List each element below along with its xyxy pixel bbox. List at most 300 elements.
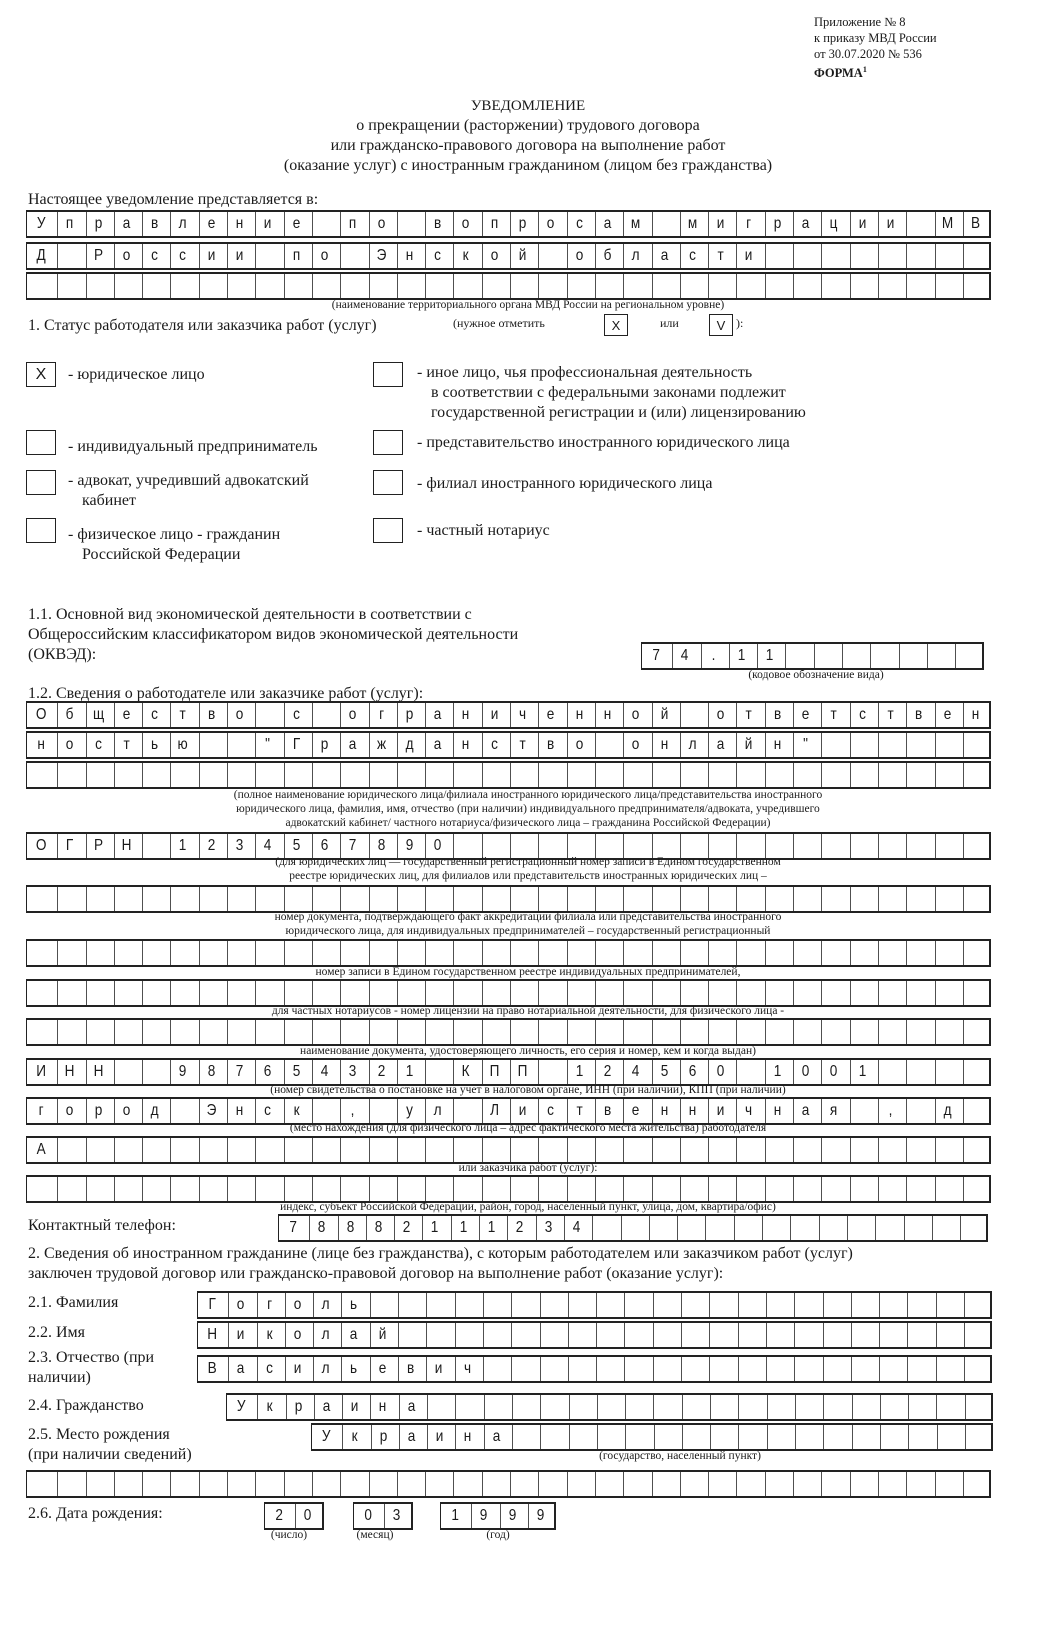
char-cell[interactable] bbox=[398, 1293, 422, 1317]
char-cell[interactable]: к bbox=[284, 1099, 308, 1123]
char-cell[interactable]: а bbox=[399, 1395, 423, 1419]
char-cell[interactable]: 3 bbox=[384, 1504, 408, 1528]
char-cell[interactable] bbox=[821, 887, 845, 911]
char-cell[interactable] bbox=[652, 1472, 676, 1496]
char-cell[interactable] bbox=[398, 1323, 422, 1347]
char-cell[interactable] bbox=[878, 1177, 902, 1201]
char-cell[interactable] bbox=[397, 274, 421, 298]
char-cell[interactable] bbox=[29, 887, 53, 911]
char-cell[interactable]: р bbox=[312, 733, 336, 757]
char-cell[interactable] bbox=[908, 1323, 932, 1347]
char-cell[interactable] bbox=[906, 887, 930, 911]
char-cell[interactable]: Р bbox=[86, 834, 110, 858]
char-cell[interactable]: Л bbox=[482, 1099, 506, 1123]
char-cell[interactable] bbox=[397, 981, 421, 1005]
char-cell[interactable] bbox=[595, 733, 619, 757]
char-cell[interactable]: л bbox=[171, 212, 195, 236]
char-cell[interactable] bbox=[738, 1323, 762, 1347]
char-cell[interactable] bbox=[765, 1472, 789, 1496]
char-cell[interactable]: с bbox=[255, 1099, 279, 1123]
char-cell[interactable] bbox=[255, 1138, 279, 1162]
char-cell[interactable] bbox=[369, 763, 393, 787]
char-cell[interactable] bbox=[540, 1395, 564, 1419]
char-cell[interactable] bbox=[680, 1138, 704, 1162]
char-cell[interactable] bbox=[906, 274, 930, 298]
char-cell[interactable] bbox=[682, 1425, 706, 1449]
char-cell[interactable] bbox=[880, 1425, 904, 1449]
char-cell[interactable]: е bbox=[284, 212, 308, 236]
char-cell[interactable] bbox=[935, 244, 959, 268]
char-cell[interactable]: с bbox=[425, 244, 449, 268]
char-cell[interactable] bbox=[850, 1138, 874, 1162]
char-cell[interactable]: л bbox=[680, 733, 704, 757]
char-cell[interactable] bbox=[114, 1020, 138, 1044]
char-cell[interactable] bbox=[936, 1357, 960, 1381]
char-cell[interactable] bbox=[963, 1060, 987, 1084]
char-cell[interactable] bbox=[680, 1177, 704, 1201]
char-cell[interactable] bbox=[171, 1472, 195, 1496]
char-cell[interactable] bbox=[737, 763, 761, 787]
char-cell[interactable]: 8 bbox=[338, 1216, 362, 1240]
char-cell[interactable] bbox=[936, 1323, 960, 1347]
char-cell[interactable] bbox=[255, 1020, 279, 1044]
char-cell[interactable]: р bbox=[86, 1099, 110, 1123]
char-cell[interactable] bbox=[397, 1138, 421, 1162]
char-cell[interactable] bbox=[567, 274, 591, 298]
checkbox-representative-office[interactable] bbox=[373, 430, 403, 455]
char-cell[interactable] bbox=[706, 1216, 730, 1240]
char-cell[interactable] bbox=[567, 1177, 591, 1201]
char-cell[interactable]: а bbox=[425, 733, 449, 757]
char-cell[interactable] bbox=[455, 1293, 479, 1317]
char-cell[interactable]: о bbox=[340, 703, 364, 727]
char-cell[interactable]: 7 bbox=[652, 647, 660, 664]
char-cell[interactable] bbox=[766, 1357, 790, 1381]
name-field[interactable] bbox=[197, 1321, 992, 1349]
char-cell[interactable] bbox=[823, 1293, 847, 1317]
char-cell[interactable]: а bbox=[595, 212, 619, 236]
char-cell[interactable] bbox=[737, 1138, 761, 1162]
char-cell[interactable] bbox=[737, 1060, 761, 1084]
char-cell[interactable] bbox=[878, 274, 902, 298]
char-cell[interactable] bbox=[227, 1020, 251, 1044]
char-cell[interactable]: н bbox=[567, 703, 591, 727]
char-cell[interactable] bbox=[482, 1020, 506, 1044]
char-cell[interactable]: и bbox=[228, 1323, 252, 1347]
char-cell[interactable] bbox=[511, 1323, 535, 1347]
char-cell[interactable] bbox=[454, 941, 478, 965]
char-cell[interactable]: р bbox=[286, 1395, 310, 1419]
char-cell[interactable] bbox=[511, 1293, 535, 1317]
char-cell[interactable] bbox=[86, 941, 110, 965]
char-cell[interactable] bbox=[142, 941, 166, 965]
char-cell[interactable] bbox=[538, 763, 562, 787]
char-cell[interactable] bbox=[927, 644, 951, 668]
char-cell[interactable] bbox=[569, 1395, 593, 1419]
char-cell[interactable] bbox=[369, 1177, 393, 1201]
char-cell[interactable] bbox=[680, 981, 704, 1005]
char-cell[interactable] bbox=[677, 1216, 701, 1240]
char-cell[interactable] bbox=[540, 1323, 564, 1347]
char-cell[interactable]: т bbox=[114, 733, 138, 757]
char-cell[interactable] bbox=[680, 1472, 704, 1496]
char-cell[interactable]: 9 bbox=[171, 1060, 195, 1084]
char-cell[interactable]: к bbox=[454, 244, 478, 268]
patronymic-field[interactable] bbox=[197, 1355, 992, 1383]
char-cell[interactable] bbox=[878, 244, 902, 268]
char-cell[interactable]: с bbox=[284, 703, 308, 727]
char-cell[interactable] bbox=[510, 941, 534, 965]
char-cell[interactable]: 8 bbox=[199, 1060, 223, 1084]
char-cell[interactable] bbox=[171, 274, 195, 298]
char-cell[interactable] bbox=[814, 644, 838, 668]
char-cell[interactable]: в bbox=[199, 703, 223, 727]
char-cell[interactable]: о bbox=[228, 1293, 252, 1317]
char-cell[interactable] bbox=[823, 1425, 847, 1449]
char-cell[interactable]: в bbox=[398, 1357, 422, 1381]
surname-field[interactable] bbox=[197, 1291, 992, 1319]
char-cell[interactable] bbox=[567, 1472, 591, 1496]
char-cell[interactable] bbox=[312, 703, 336, 727]
char-cell[interactable] bbox=[142, 1138, 166, 1162]
char-cell[interactable] bbox=[595, 763, 619, 787]
char-cell[interactable] bbox=[850, 244, 874, 268]
char-cell[interactable]: е bbox=[538, 703, 562, 727]
char-cell[interactable]: г bbox=[38, 1102, 44, 1119]
char-cell[interactable] bbox=[793, 274, 817, 298]
char-cell[interactable]: 5 bbox=[652, 1060, 676, 1084]
char-cell[interactable]: в bbox=[906, 703, 930, 727]
char-cell[interactable] bbox=[312, 941, 336, 965]
char-cell[interactable] bbox=[397, 1020, 421, 1044]
char-cell[interactable] bbox=[793, 981, 817, 1005]
char-cell[interactable] bbox=[171, 941, 195, 965]
char-cell[interactable] bbox=[114, 941, 138, 965]
char-cell[interactable] bbox=[57, 763, 81, 787]
char-cell[interactable] bbox=[114, 763, 138, 787]
char-cell[interactable]: и bbox=[482, 703, 506, 727]
char-cell[interactable] bbox=[538, 887, 562, 911]
char-cell[interactable] bbox=[623, 274, 647, 298]
char-cell[interactable]: л bbox=[425, 1099, 449, 1123]
char-cell[interactable] bbox=[906, 1060, 930, 1084]
char-cell[interactable] bbox=[171, 1020, 195, 1044]
char-cell[interactable] bbox=[397, 941, 421, 965]
char-cell[interactable] bbox=[790, 1216, 814, 1240]
char-cell[interactable] bbox=[823, 1357, 847, 1381]
char-cell[interactable] bbox=[57, 1138, 81, 1162]
char-cell[interactable] bbox=[878, 1020, 902, 1044]
char-cell[interactable]: н bbox=[595, 703, 619, 727]
char-cell[interactable]: д bbox=[397, 733, 421, 757]
char-cell[interactable]: В bbox=[207, 1360, 217, 1377]
char-cell[interactable] bbox=[623, 1138, 647, 1162]
dob-year-field[interactable] bbox=[440, 1502, 556, 1530]
okved-code-field[interactable] bbox=[641, 642, 984, 670]
char-cell[interactable]: р bbox=[371, 1425, 395, 1449]
char-cell[interactable]: П bbox=[510, 1060, 534, 1084]
char-cell[interactable] bbox=[482, 1472, 506, 1496]
char-cell[interactable] bbox=[793, 887, 817, 911]
char-cell[interactable] bbox=[765, 981, 789, 1005]
char-cell[interactable]: , bbox=[340, 1099, 364, 1123]
char-cell[interactable] bbox=[879, 1357, 903, 1381]
char-cell[interactable]: ч bbox=[737, 1099, 761, 1123]
char-cell[interactable] bbox=[255, 703, 279, 727]
char-cell[interactable]: Н bbox=[86, 1060, 110, 1084]
char-cell[interactable] bbox=[510, 274, 534, 298]
char-cell[interactable] bbox=[255, 1177, 279, 1201]
char-cell[interactable] bbox=[963, 1177, 987, 1201]
char-cell[interactable] bbox=[906, 1099, 930, 1123]
char-cell[interactable] bbox=[964, 1323, 988, 1347]
char-cell[interactable] bbox=[819, 1216, 843, 1240]
char-cell[interactable] bbox=[540, 1293, 564, 1317]
char-cell[interactable] bbox=[482, 274, 506, 298]
char-cell[interactable] bbox=[960, 1216, 984, 1240]
char-cell[interactable] bbox=[851, 1293, 875, 1317]
char-cell[interactable] bbox=[592, 1216, 616, 1240]
char-cell[interactable] bbox=[567, 763, 591, 787]
char-cell[interactable] bbox=[86, 274, 110, 298]
char-cell[interactable] bbox=[510, 1177, 534, 1201]
char-cell[interactable] bbox=[737, 941, 761, 965]
char-cell[interactable] bbox=[708, 1020, 732, 1044]
char-cell[interactable]: 4 bbox=[564, 1216, 588, 1240]
char-cell[interactable] bbox=[653, 1323, 677, 1347]
char-cell[interactable] bbox=[142, 274, 166, 298]
char-cell[interactable]: в bbox=[765, 703, 789, 727]
char-cell[interactable] bbox=[369, 887, 393, 911]
char-cell[interactable] bbox=[932, 1216, 956, 1240]
char-cell[interactable] bbox=[425, 887, 449, 911]
char-cell[interactable] bbox=[878, 887, 902, 911]
char-cell[interactable] bbox=[540, 1357, 564, 1381]
char-cell[interactable]: в bbox=[595, 1099, 619, 1123]
char-cell[interactable] bbox=[284, 941, 308, 965]
char-cell[interactable] bbox=[199, 941, 223, 965]
char-cell[interactable] bbox=[963, 763, 987, 787]
char-cell[interactable] bbox=[426, 1323, 450, 1347]
char-cell[interactable] bbox=[454, 274, 478, 298]
char-cell[interactable] bbox=[482, 941, 506, 965]
char-cell[interactable] bbox=[935, 941, 959, 965]
char-cell[interactable] bbox=[965, 1395, 989, 1419]
char-cell[interactable] bbox=[823, 1323, 847, 1347]
char-cell[interactable]: н bbox=[652, 733, 676, 757]
char-cell[interactable] bbox=[199, 887, 223, 911]
char-cell[interactable] bbox=[623, 981, 647, 1005]
char-cell[interactable] bbox=[312, 274, 336, 298]
char-cell[interactable]: е bbox=[623, 1099, 647, 1123]
char-cell[interactable] bbox=[227, 763, 251, 787]
char-cell[interactable] bbox=[875, 1216, 899, 1240]
registration-row-4[interactable] bbox=[26, 979, 991, 1007]
char-cell[interactable]: н bbox=[397, 244, 421, 268]
char-cell[interactable]: е bbox=[114, 703, 138, 727]
char-cell[interactable] bbox=[483, 1323, 507, 1347]
char-cell[interactable]: а bbox=[425, 703, 449, 727]
char-cell[interactable]: н bbox=[37, 736, 45, 753]
char-cell[interactable] bbox=[312, 1020, 336, 1044]
checkbox-lawyer[interactable] bbox=[26, 470, 56, 495]
char-cell[interactable] bbox=[57, 1177, 81, 1201]
char-cell[interactable]: 9 bbox=[471, 1504, 495, 1528]
char-cell[interactable] bbox=[793, 941, 817, 965]
char-cell[interactable] bbox=[935, 763, 959, 787]
char-cell[interactable] bbox=[623, 941, 647, 965]
char-cell[interactable] bbox=[850, 763, 874, 787]
char-cell[interactable] bbox=[682, 1395, 706, 1419]
char-cell[interactable] bbox=[482, 1177, 506, 1201]
char-cell[interactable] bbox=[538, 1472, 562, 1496]
char-cell[interactable]: а bbox=[652, 244, 676, 268]
char-cell[interactable] bbox=[621, 1216, 645, 1240]
char-cell[interactable] bbox=[842, 644, 866, 668]
char-cell[interactable] bbox=[284, 1472, 308, 1496]
char-cell[interactable] bbox=[767, 1425, 791, 1449]
char-cell[interactable] bbox=[794, 1323, 818, 1347]
char-cell[interactable]: и bbox=[510, 1099, 534, 1123]
char-cell[interactable] bbox=[878, 941, 902, 965]
char-cell[interactable]: А bbox=[36, 1141, 46, 1158]
char-cell[interactable]: п bbox=[482, 212, 506, 236]
char-cell[interactable] bbox=[595, 1020, 619, 1044]
char-cell[interactable] bbox=[142, 887, 166, 911]
char-cell[interactable]: с bbox=[142, 244, 166, 268]
char-cell[interactable] bbox=[710, 1395, 734, 1419]
char-cell[interactable] bbox=[906, 1020, 930, 1044]
char-cell[interactable]: К bbox=[454, 1060, 478, 1084]
char-cell[interactable] bbox=[199, 274, 223, 298]
char-cell[interactable] bbox=[935, 1020, 959, 1044]
char-cell[interactable] bbox=[227, 1138, 251, 1162]
char-cell[interactable] bbox=[652, 887, 676, 911]
char-cell[interactable] bbox=[654, 1425, 678, 1449]
char-cell[interactable] bbox=[906, 941, 930, 965]
char-cell[interactable] bbox=[29, 1177, 53, 1201]
char-cell[interactable] bbox=[142, 981, 166, 1005]
char-cell[interactable]: 7 bbox=[289, 1219, 297, 1236]
char-cell[interactable]: с bbox=[257, 1357, 281, 1381]
char-cell[interactable] bbox=[850, 941, 874, 965]
char-cell[interactable] bbox=[57, 941, 81, 965]
char-cell[interactable] bbox=[625, 1395, 649, 1419]
char-cell[interactable]: с bbox=[86, 733, 110, 757]
char-cell[interactable] bbox=[767, 1395, 791, 1419]
char-cell[interactable] bbox=[29, 981, 53, 1005]
char-cell[interactable]: о bbox=[227, 703, 251, 727]
char-cell[interactable]: и bbox=[285, 1357, 309, 1381]
char-cell[interactable] bbox=[483, 1357, 507, 1381]
char-cell[interactable]: 8 bbox=[369, 834, 393, 858]
char-cell[interactable] bbox=[964, 1293, 988, 1317]
char-cell[interactable]: г bbox=[369, 703, 393, 727]
char-cell[interactable]: ю bbox=[171, 733, 195, 757]
char-cell[interactable] bbox=[425, 941, 449, 965]
char-cell[interactable]: к bbox=[257, 1395, 281, 1419]
char-cell[interactable]: 0 bbox=[364, 1507, 372, 1524]
char-cell[interactable]: о bbox=[567, 244, 591, 268]
char-cell[interactable] bbox=[709, 1293, 733, 1317]
char-cell[interactable] bbox=[680, 763, 704, 787]
char-cell[interactable]: 2 bbox=[394, 1216, 418, 1240]
char-cell[interactable] bbox=[426, 1293, 450, 1317]
char-cell[interactable] bbox=[795, 1395, 819, 1419]
char-cell[interactable] bbox=[765, 763, 789, 787]
char-cell[interactable] bbox=[397, 763, 421, 787]
char-cell[interactable] bbox=[255, 244, 279, 268]
char-cell[interactable] bbox=[567, 1138, 591, 1162]
char-cell[interactable] bbox=[454, 1138, 478, 1162]
char-cell[interactable] bbox=[850, 1177, 874, 1201]
char-cell[interactable] bbox=[369, 981, 393, 1005]
char-cell[interactable] bbox=[793, 244, 817, 268]
char-cell[interactable] bbox=[538, 941, 562, 965]
char-cell[interactable] bbox=[821, 1020, 845, 1044]
char-cell[interactable] bbox=[737, 274, 761, 298]
char-cell[interactable] bbox=[625, 1323, 649, 1347]
char-cell[interactable] bbox=[821, 244, 845, 268]
char-cell[interactable] bbox=[255, 981, 279, 1005]
char-cell[interactable]: 8 bbox=[366, 1216, 390, 1240]
char-cell[interactable]: л bbox=[623, 244, 647, 268]
char-cell[interactable] bbox=[454, 1099, 478, 1123]
char-cell[interactable]: 0 bbox=[821, 1060, 845, 1084]
char-cell[interactable] bbox=[312, 1138, 336, 1162]
char-cell[interactable] bbox=[29, 763, 53, 787]
char-cell[interactable] bbox=[284, 1177, 308, 1201]
char-cell[interactable] bbox=[57, 887, 81, 911]
char-cell[interactable] bbox=[821, 763, 845, 787]
char-cell[interactable] bbox=[171, 1099, 195, 1123]
char-cell[interactable]: . bbox=[701, 644, 725, 668]
char-cell[interactable]: 1 bbox=[850, 1060, 874, 1084]
char-cell[interactable] bbox=[908, 1395, 932, 1419]
char-cell[interactable]: а bbox=[314, 1395, 338, 1419]
char-cell[interactable]: т bbox=[567, 1099, 591, 1123]
char-cell[interactable]: 1 bbox=[765, 1060, 789, 1084]
char-cell[interactable]: 1 bbox=[567, 1060, 591, 1084]
char-cell[interactable] bbox=[795, 1425, 819, 1449]
char-cell[interactable]: к bbox=[342, 1425, 366, 1449]
char-cell[interactable] bbox=[963, 1099, 987, 1123]
char-cell[interactable]: т bbox=[878, 703, 902, 727]
char-cell[interactable]: т bbox=[708, 244, 732, 268]
char-cell[interactable] bbox=[425, 1020, 449, 1044]
char-cell[interactable]: и bbox=[708, 1099, 732, 1123]
char-cell[interactable] bbox=[625, 1293, 649, 1317]
char-cell[interactable] bbox=[568, 1323, 592, 1347]
char-cell[interactable]: щ bbox=[86, 703, 110, 727]
char-cell[interactable] bbox=[199, 1472, 223, 1496]
char-cell[interactable]: 3 bbox=[340, 1060, 364, 1084]
char-cell[interactable]: ч bbox=[510, 703, 534, 727]
char-cell[interactable] bbox=[397, 1472, 421, 1496]
char-cell[interactable]: о bbox=[708, 703, 732, 727]
char-cell[interactable]: л bbox=[313, 1293, 337, 1317]
char-cell[interactable]: и bbox=[255, 212, 279, 236]
char-cell[interactable]: п bbox=[340, 212, 364, 236]
char-cell[interactable] bbox=[904, 1216, 928, 1240]
char-cell[interactable] bbox=[114, 887, 138, 911]
char-cell[interactable] bbox=[538, 244, 562, 268]
char-cell[interactable]: н bbox=[371, 1395, 395, 1419]
char-cell[interactable] bbox=[455, 1395, 479, 1419]
char-cell[interactable] bbox=[340, 887, 364, 911]
char-cell[interactable]: н bbox=[454, 703, 478, 727]
char-cell[interactable]: о bbox=[312, 244, 336, 268]
